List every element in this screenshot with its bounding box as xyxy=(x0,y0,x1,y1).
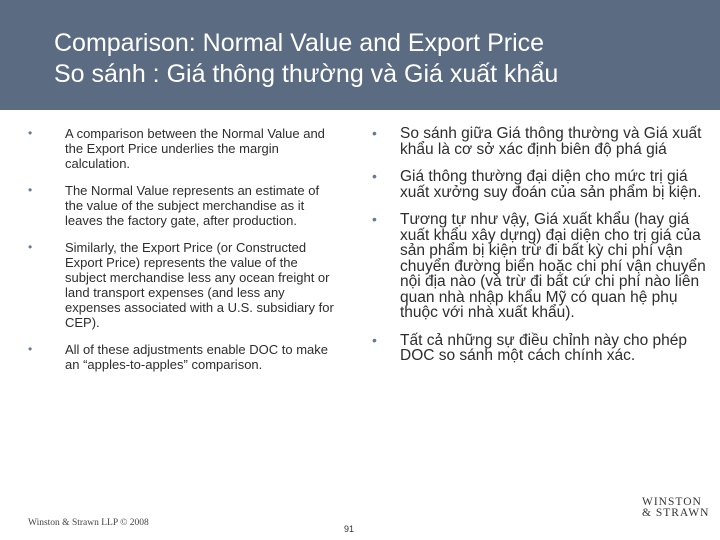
bullet-icon: • xyxy=(372,125,377,141)
logo-line-2: & STRAWN xyxy=(642,507,710,519)
bullet-text: Tương tự như vậy, Giá xuất khẩu (hay giá xuất khẩu xây dựng) đại diện cho trị giá của sản phẩm bị kiện trừ đi bất kỳ chi phí vận chuyển đường biển hoặc chi phí vận chuyển nội địa nào (và trừ đi bất cứ chi phí nào liên quan nhà nhập khẩu Mỹ có quan hệ phụ thuộc với nhà xuất khẩu). xyxy=(400,211,706,321)
slide-header xyxy=(0,0,720,110)
logo-line-1: WINSTON xyxy=(642,496,702,508)
bullet-item xyxy=(28,183,340,228)
bullet-text: Tất cả những sự điều chỉnh này cho phép DOC so sánh một cách chính xác. xyxy=(400,331,688,364)
vietnamese-bullet-list xyxy=(372,126,712,376)
bullet-icon: • xyxy=(372,168,377,184)
bullet-item xyxy=(372,333,712,364)
slide-title xyxy=(54,28,558,90)
bullet-icon: • xyxy=(28,126,33,140)
firm-logo xyxy=(642,497,714,519)
title-line-vietnamese: So sánh : Giá thông thường và Giá xuất khẩu xyxy=(54,60,559,88)
bullet-text: All of these adjustments enable DOC to make an “apples-to-apples” comparison. xyxy=(65,342,329,372)
bullet-item xyxy=(372,212,712,321)
copyright-text: Winston & Strawn LLP © 2008 xyxy=(28,518,149,528)
bullet-icon: • xyxy=(28,342,33,356)
bullet-item xyxy=(28,126,340,171)
bullet-text: The Normal Value represents an estimate of the value of the subject merchandise as it leaves the factory gate, after production. xyxy=(65,183,320,228)
bullet-text: So sánh giữa Giá thông thường và Giá xuất khẩu là cơ sở xác định biên độ phá giá xyxy=(400,125,702,158)
english-bullet-list xyxy=(28,126,340,384)
bullet-icon: • xyxy=(372,331,377,348)
page-number: 91 xyxy=(344,524,355,534)
bullet-text: Similarly, the Export Price (or Constructed Export Price) represents the value of the subject merchandise less any ocean freight or land transport expenses (and less any expenses associated with a U.S. subsidiary for CEP). xyxy=(65,240,334,330)
bullet-icon: • xyxy=(28,183,33,197)
bullet-item xyxy=(28,240,340,330)
bullet-item xyxy=(28,342,340,372)
bullet-item xyxy=(372,169,712,200)
bullet-text: Giá thông thường đại diện cho mức trị giá xuất xưởng suy đoán của sản phẩm bị kiện. xyxy=(400,168,702,201)
bullet-text: A comparison between the Normal Value and the Export Price underlies the margin calculation. xyxy=(65,126,325,171)
title-line-english: Comparison: Normal Value and Export Price xyxy=(54,29,545,57)
bullet-icon: • xyxy=(28,240,33,254)
bullet-item xyxy=(372,126,712,157)
bullet-icon: • xyxy=(372,211,377,227)
